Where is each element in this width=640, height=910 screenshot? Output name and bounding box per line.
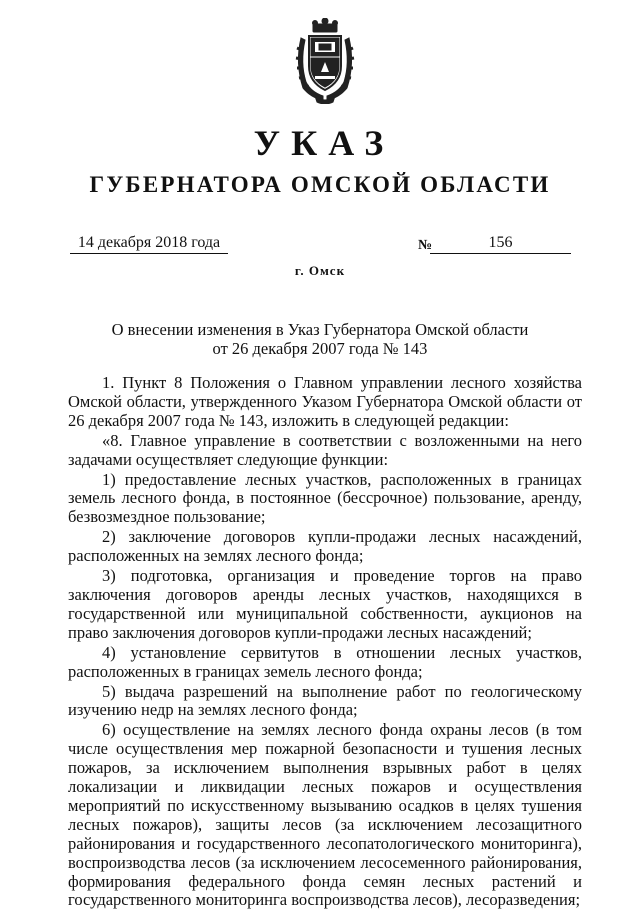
paragraph-8: 6) осуществление на землях лесного фонда охраны лесов (в том числе осуществления мер пожарной безопасности и тушения лесных пожаров, за исключением выполнения взрывных работ в целях локализации и ликвидации лесных пожаров и осуществления мероприятий по искусственному вызыванию осадков в целях тушения лесных пожаров), защиты лесов (за исключением лесозащитного районирования и государственного лесопатологического мониторинга), воспроизводства лесов (за исключением лесосеменного районирования, формирования федерального фонда семян лесных растений и государственного мониторинга воспроизводства лесов), лесоразведения; xyxy=(68,720,582,910)
paragraph-5: 3) подготовка, организация и проведение торгов на право заключения договоров аренды лесных участков, находящихся в государственной или муниципальной собственности, аукционов на право заключения договоров купли-продажи лесных насаждений; xyxy=(68,566,582,642)
paragraph-2: «8. Главное управление в соответствии с возложенными на него задачами осуществляет следующие функции: xyxy=(68,430,582,469)
document-issuer: ГУБЕРНАТОРА ОМСКОЙ ОБЛАСТИ xyxy=(89,172,551,197)
document-subject xyxy=(0,320,640,358)
subject-line-2: от 26 декабря 2007 года № 143 xyxy=(212,339,428,358)
subject-line-1: О внесении изменения в Указ Губернатора Омской области xyxy=(111,320,529,339)
paragraph-6: 4) установление сервитутов в отношении лесных участков, расположенных в границах земель лесного фонда; xyxy=(68,642,582,681)
document-date: 14 декабря 2018 года xyxy=(70,234,228,254)
paragraph-7: 5) выдача разрешений на выполнение работ по геологическому изучению недр на землях лесного фонда; xyxy=(68,681,582,720)
paragraph-1: 1. Пункт 8 Положения о Главном управлении лесного хозяйства Омской области, утвержденного Указом Губернатора Омской области от 26 декабря 2007 года № 143, изложить в следующей редакции: xyxy=(68,373,582,430)
number-label: № xyxy=(418,238,433,253)
coat-of-arms-icon xyxy=(293,18,357,104)
paragraph-4: 2) заключение договоров купли-продажи лесных насаждений, расположенных на землях лесного фонда; xyxy=(68,527,582,566)
document-number: 156 xyxy=(430,234,571,254)
document-body xyxy=(68,374,582,910)
paragraph-3: 1) предоставление лесных участков, расположенных в границах земель лесного фонда, в постоянное (бессрочное) пользование, аренду, безвозмездное пользование; xyxy=(68,469,582,527)
document-city: г. Омск xyxy=(294,263,346,278)
document-title: УКАЗ xyxy=(253,123,395,163)
